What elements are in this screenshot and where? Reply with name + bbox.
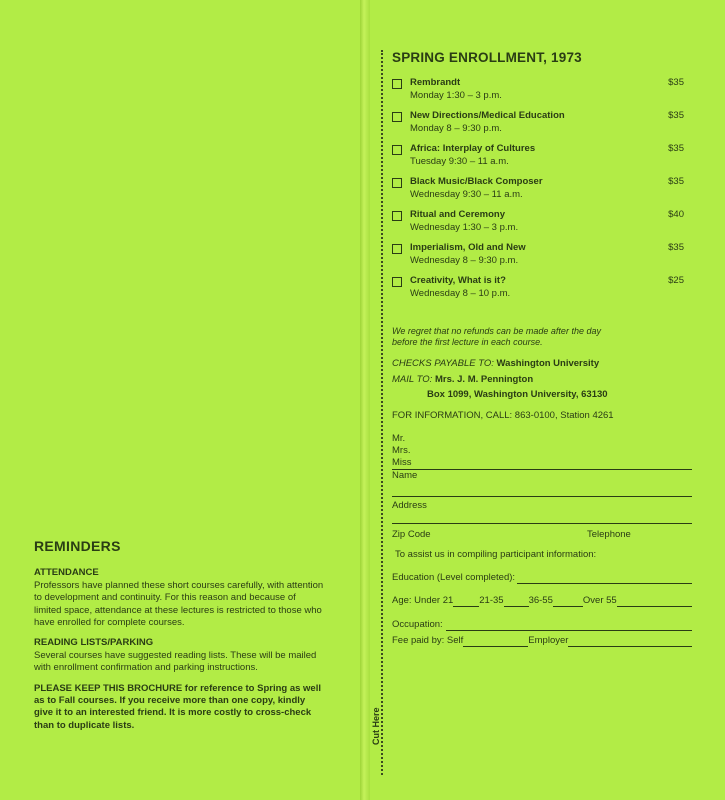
fee-row: [392, 635, 692, 647]
assist-text: To assist us in compiling participant information:: [395, 549, 597, 560]
reminders-title: REMINDERS: [34, 538, 121, 554]
enrollment-form: [392, 50, 692, 647]
course-time: Wednesday 8 – 9:30 p.m.: [410, 255, 519, 266]
reading-heading: READING LISTS/PARKING: [34, 637, 154, 649]
fee-self-blank[interactable]: [463, 636, 528, 647]
fee-employer-blank[interactable]: [568, 636, 692, 647]
course-price: $35: [668, 242, 684, 253]
course-time: Wednesday 9:30 – 11 a.m.: [410, 189, 523, 200]
reminders-section: [34, 538, 324, 740]
occupation-label: Occupation:: [392, 619, 443, 630]
mail-to-row: [392, 374, 692, 386]
reading-text: Several courses have suggested reading lists. These will be mailed with enrollment confirmation and parking instructions.: [34, 650, 317, 674]
title-mr[interactable]: Mr.: [392, 433, 406, 444]
course-price: $35: [668, 77, 684, 88]
checks-value: Washington University: [496, 358, 600, 369]
age-row: [392, 595, 692, 607]
course-checkbox[interactable]: [392, 145, 402, 155]
occupation-field[interactable]: [392, 619, 692, 631]
age-36-55: 36-55: [528, 595, 553, 606]
age-blank[interactable]: [504, 596, 529, 607]
education-blank[interactable]: [517, 572, 692, 584]
course-name: Africa: Interplay of Cultures: [410, 143, 536, 154]
education-label: Education (Level completed):: [392, 572, 516, 583]
course-item: [392, 176, 692, 209]
course-checkbox[interactable]: [392, 79, 402, 89]
mail-label: MAIL TO:: [392, 374, 433, 385]
course-price: $35: [668, 176, 684, 187]
course-time: Tuesday 9:30 – 11 a.m.: [410, 156, 509, 167]
course-item: [392, 77, 692, 110]
course-time: Wednesday 1:30 – 3 p.m.: [410, 222, 519, 233]
course-name: Ritual and Ceremony: [410, 209, 506, 220]
age-blank[interactable]: [453, 596, 479, 607]
course-checkbox[interactable]: [392, 178, 402, 188]
course-price: $35: [668, 143, 684, 154]
fee-self-label: Fee paid by: Self: [392, 635, 464, 646]
course-name: New Directions/Medical Education: [410, 110, 565, 121]
address-field[interactable]: [392, 500, 692, 524]
mail-line1: Mrs. J. M. Pennington: [434, 374, 534, 385]
center-fold: [360, 0, 370, 800]
age-blank[interactable]: [553, 596, 583, 607]
keep-brochure-text: PLEASE KEEP THIS BROCHURE for reference to Spring as well as to Fall courses. If you receive more than one copy, kindly give it to an interested friend. It is more costly to cross-check than to duplicate lists.: [34, 682, 321, 731]
refund-note: We regret that no refunds can be made after the day before the first lecture in each course.: [392, 326, 601, 347]
name-field[interactable]: [392, 470, 692, 497]
course-name: Creativity, What is it?: [410, 275, 506, 286]
age-21-35: 21-35: [479, 595, 504, 606]
occupation-blank[interactable]: [446, 619, 692, 631]
title-options: [392, 433, 692, 647]
mail-line2: Box 1099, Washington University, 63130: [427, 389, 608, 400]
enrollment-title: SPRING ENROLLMENT, 1973: [392, 50, 582, 65]
telephone-label[interactable]: Telephone: [587, 529, 631, 540]
cut-line: [381, 50, 383, 775]
attendance-heading: ATTENDANCE: [34, 567, 99, 578]
course-price: $25: [668, 275, 684, 286]
course-price: $35: [668, 110, 684, 121]
course-item: [392, 209, 692, 242]
address-label: Address: [392, 500, 427, 511]
course-name: Imperialism, Old and New: [410, 242, 526, 253]
course-checkbox[interactable]: [392, 244, 402, 254]
course-item: [392, 110, 692, 143]
age-over55: Over 55: [582, 595, 617, 606]
checks-label: CHECKS PAYABLE TO:: [392, 358, 494, 369]
zip-phone-row: [392, 529, 692, 543]
title-miss[interactable]: Miss: [392, 457, 692, 470]
course-time: Wednesday 8 – 10 p.m.: [410, 288, 511, 299]
course-checkbox[interactable]: [392, 112, 402, 122]
course-time: Monday 1:30 – 3 p.m.: [410, 90, 502, 101]
age-blank[interactable]: [617, 596, 692, 607]
attendance-text: Professors have planned these short courses carefully, with attention to development and continuity. For this reason and because of limited space, attendance at these lectures is restricted to those who have enrolled for complete courses.: [34, 580, 324, 628]
course-item: [392, 242, 692, 275]
education-field[interactable]: [392, 572, 692, 584]
course-price: $40: [668, 209, 684, 220]
course-item: [392, 275, 692, 308]
age-under21: Age: Under 21: [392, 595, 454, 606]
title-mrs[interactable]: Mrs.: [392, 445, 411, 456]
course-time: Monday 8 – 9:30 p.m.: [410, 123, 502, 134]
info-line: FOR INFORMATION, CALL: 863-0100, Station 4261: [392, 410, 614, 421]
course-item: [392, 143, 692, 176]
zip-label[interactable]: Zip Code: [392, 529, 431, 540]
cut-here-label: Cut Here: [371, 707, 381, 745]
checks-payable-row: [392, 358, 692, 370]
course-name: Black Music/Black Composer: [410, 176, 543, 187]
course-name: Rembrandt: [410, 77, 461, 88]
fee-employer-label: Employer: [528, 635, 569, 646]
name-label: Name: [392, 470, 418, 481]
course-checkbox[interactable]: [392, 211, 402, 221]
course-checkbox[interactable]: [392, 277, 402, 287]
